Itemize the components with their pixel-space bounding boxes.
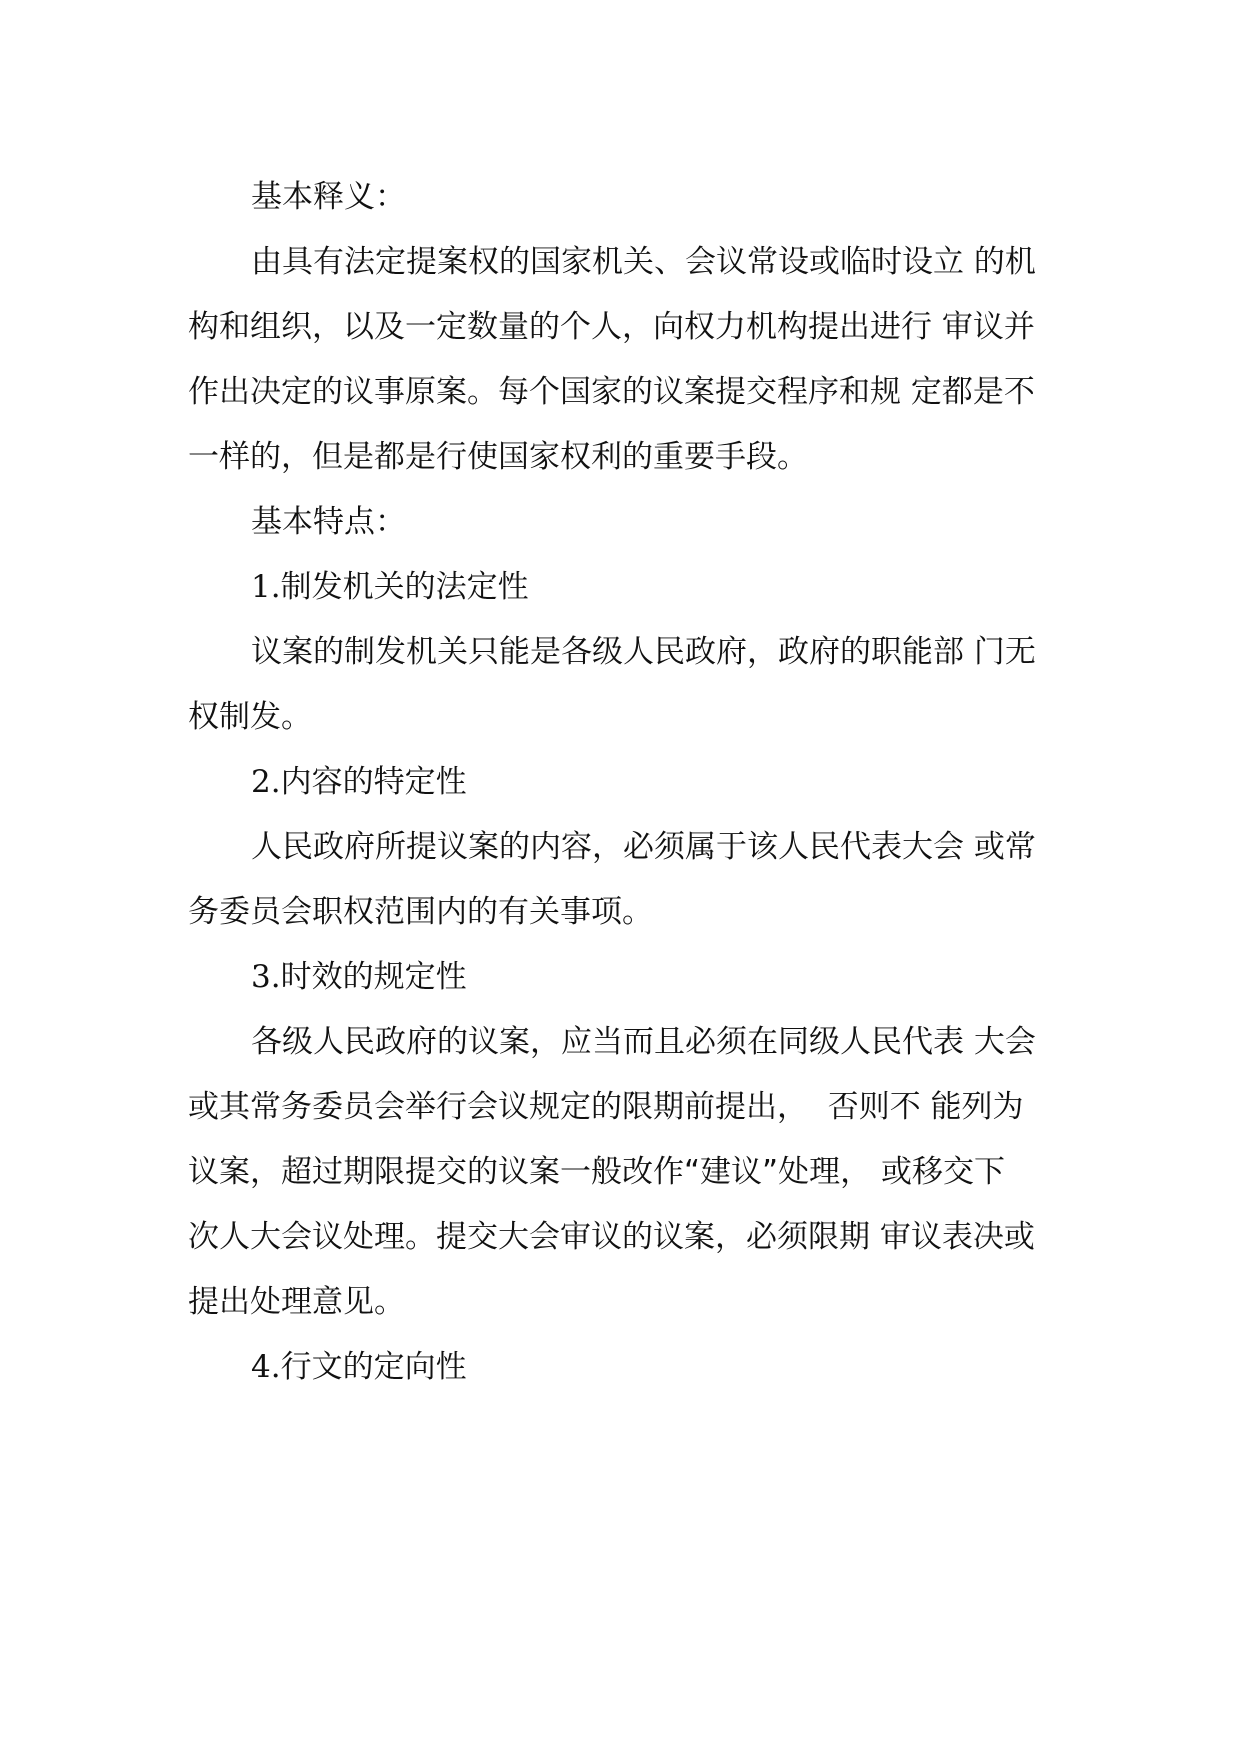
- paragraph-line: 次人大会议处理。提交大会审议的议案，必须限期 审议表决或: [188, 1219, 1035, 1255]
- paragraph-line: 各级人民政府的议案，应当而且必须在同级人民代表 大会: [251, 1024, 1036, 1060]
- paragraph-line: 作出决定的议事原案。每个国家的议案提交程序和规 定都是不: [188, 374, 1035, 410]
- paragraph-line: 人民政府所提议案的内容，必须属于该人民代表大会 或常: [251, 829, 1036, 865]
- feature-heading-1: 1.制发机关的法定性: [251, 569, 529, 605]
- paragraph-line: 一样的，但是都是行使国家权利的重要手段。: [188, 439, 808, 475]
- paragraph-line: 务委员会职权范围内的有关事项。: [188, 894, 653, 930]
- paragraph-line: 由具有法定提案权的国家机关、会议常设或临时设立 的机: [251, 244, 1036, 280]
- feature-heading-3: 3.时效的规定性: [251, 959, 467, 995]
- paragraph-line: 提出处理意见。: [188, 1284, 405, 1320]
- feature-heading-2: 2.内容的特定性: [251, 764, 467, 800]
- paragraph-line: 议案，超过期限提交的议案一般改作“建议”处理， 或移交下: [188, 1154, 1005, 1190]
- paragraph-line: 构和组织，以及一定数量的个人，向权力机构提出进行 审议并: [188, 309, 1035, 345]
- section-heading-definition: 基本释义：: [251, 179, 406, 215]
- paragraph-line: 权制发。: [188, 699, 312, 735]
- feature-heading-4: 4.行文的定向性: [251, 1349, 467, 1385]
- section-heading-features: 基本特点：: [251, 504, 406, 540]
- paragraph-line: 议案的制发机关只能是各级人民政府，政府的职能部 门无: [251, 634, 1036, 670]
- document-body: [188, 165, 1058, 1400]
- paragraph-line: 或其常务委员会举行会议规定的限期前提出， 否则不 能列为: [188, 1089, 1024, 1125]
